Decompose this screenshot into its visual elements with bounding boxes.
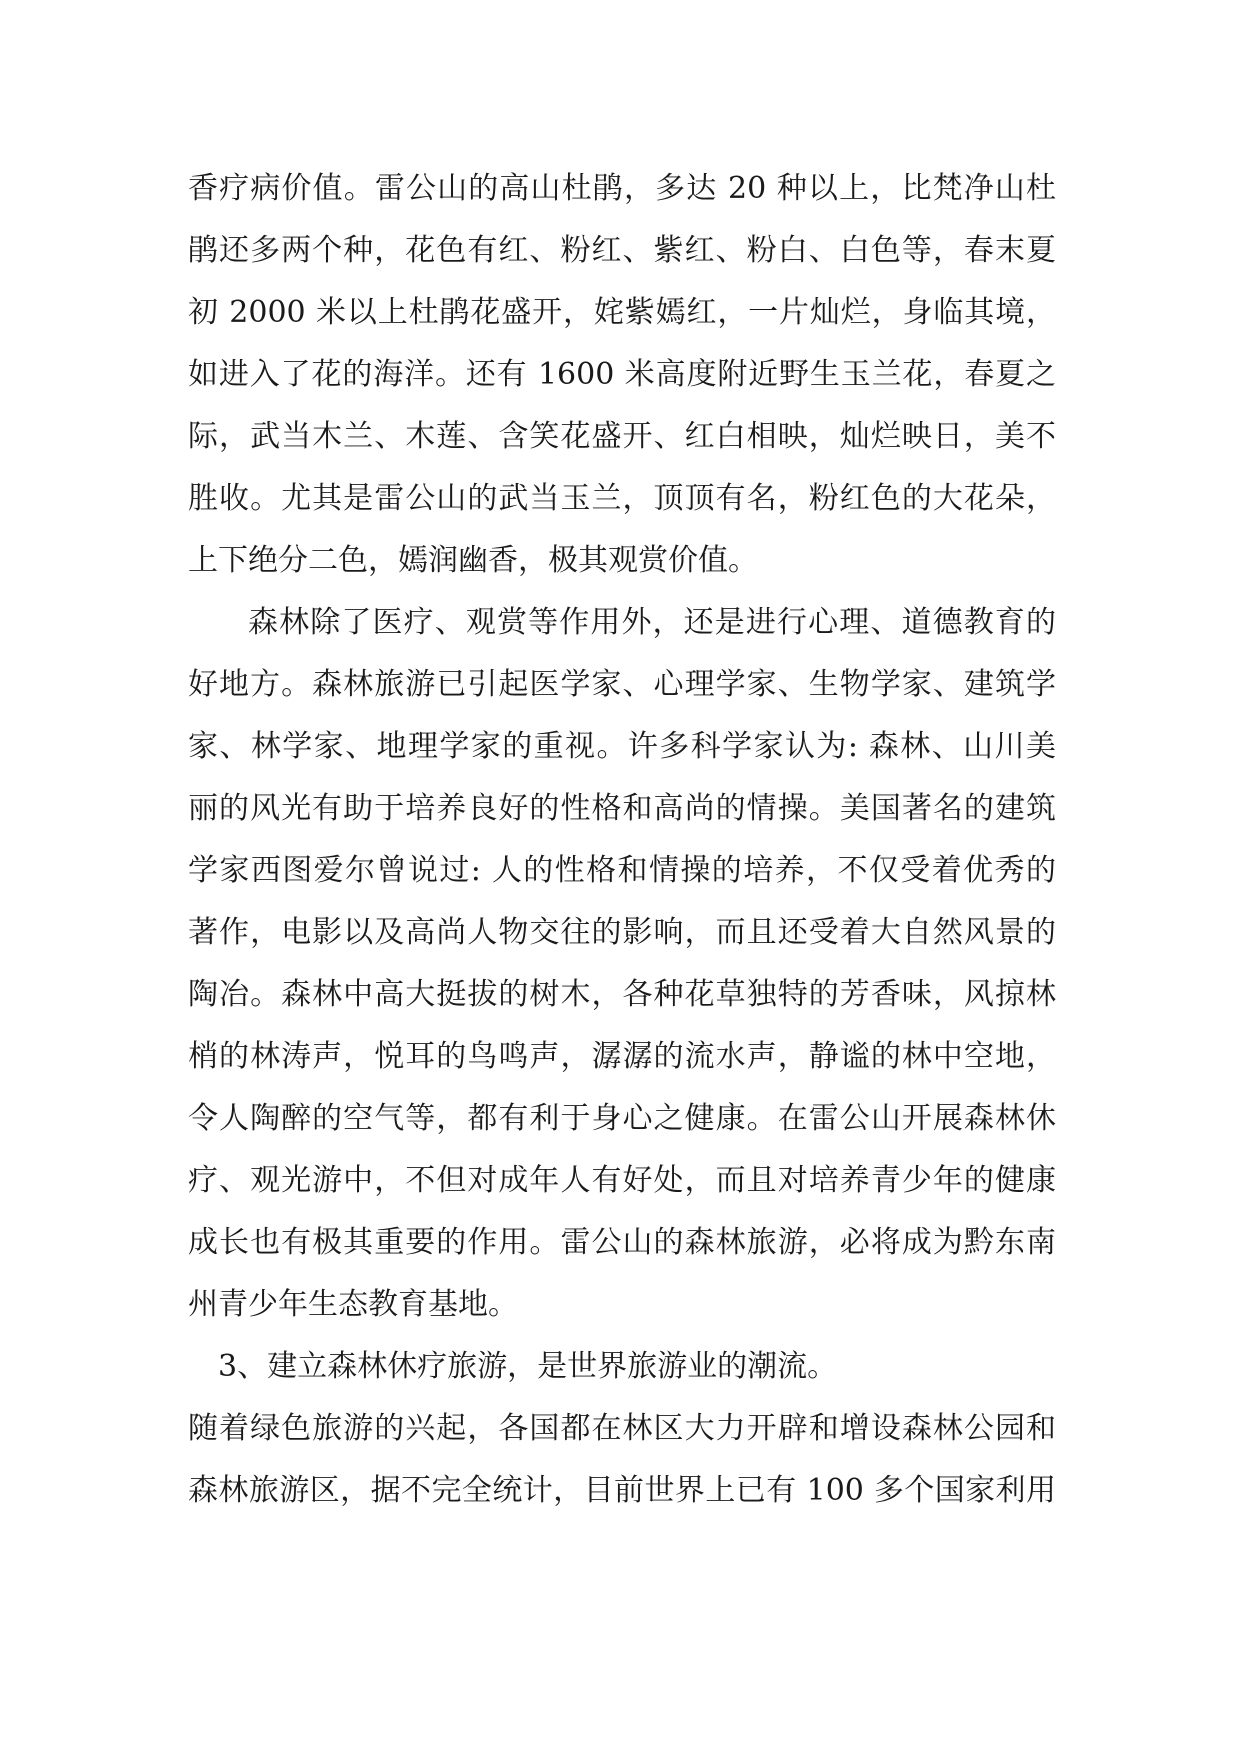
text-line: 胜收。尤其是雷公山的武当玉兰，顶顶有名，粉红色的大花朵， (188, 481, 1056, 516)
text-line: 家、林学家、地理学家的重视。许多科学家认为: 森林、山川美 (188, 729, 1056, 764)
text-line: 际，武当木兰、木莲、含笑花盛开、红白相映，灿烂映日，美不 (188, 419, 1056, 454)
text-line: 陶冶。森林中高大挺拔的树木，各种花草独特的芳香味，风掠林 (188, 977, 1056, 1012)
body-text (188, 158, 1056, 1522)
text-line: 著作，电影以及高尚人物交往的影响，而且还受着大自然风景的 (188, 915, 1056, 950)
text-line: 成长也有极其重要的作用。雷公山的森林旅游，必将成为黔东南 (188, 1225, 1056, 1260)
text-line: 州青少年生态教育基地。 (188, 1287, 518, 1322)
text-line: 鹃还多两个种，花色有红、粉红、紫红、粉白、白色等，春末夏 (188, 233, 1056, 268)
text-line: 森林除了医疗、观赏等作用外，还是进行心理、道德教育的 (248, 605, 1056, 640)
text-line: 如进入了花的海洋。还有 1600 米高度附近野生玉兰花，春夏之 (188, 357, 1056, 392)
text-line: 森林旅游区，据不完全统计，目前世界上已有 100 多个国家利用 (188, 1473, 1056, 1508)
paragraph-1 (188, 158, 1056, 592)
text-line: 上下绝分二色，嫣润幽香，极其观赏价值。 (188, 543, 758, 578)
text-line: 梢的林涛声，悦耳的鸟鸣声，潺潺的流水声，静谧的林中空地， (188, 1039, 1056, 1074)
text-line: 随着绿色旅游的兴起，各国都在林区大力开辟和增设森林公园和 (188, 1411, 1056, 1446)
heading-line: 3、建立森林休疗旅游，是世界旅游业的潮流。 (218, 1349, 838, 1384)
text-line: 丽的风光有助于培养良好的性格和高尚的情操。美国著名的建筑 (188, 791, 1056, 826)
paragraph-3 (188, 1398, 1056, 1522)
text-line: 好地方。森林旅游已引起医学家、心理学家、生物学家、建筑学 (188, 667, 1056, 702)
text-line: 疗、观光游中，不但对成年人有好处，而且对培养青少年的健康 (188, 1163, 1056, 1198)
paragraph-2 (188, 592, 1056, 1336)
text-line: 初 2000 米以上杜鹃花盛开，姹紫嫣红，一片灿烂，身临其境， (188, 295, 1056, 330)
text-line: 学家西图爱尔曾说过: 人的性格和情操的培养，不仅受着优秀的 (188, 853, 1056, 888)
text-line: 令人陶醉的空气等，都有利于身心之健康。在雷公山开展森林休 (188, 1101, 1056, 1136)
text-line: 香疗病价值。雷公山的高山杜鹃，多达 20 种以上，比梵净山杜 (188, 171, 1056, 206)
section-heading-3 (188, 1336, 1056, 1398)
